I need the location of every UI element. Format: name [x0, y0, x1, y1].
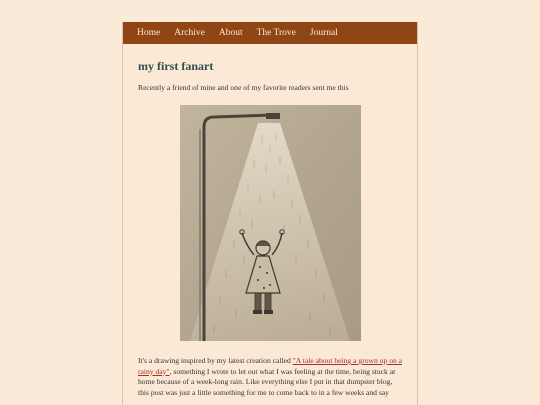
post-title: my first fanart [138, 59, 214, 73]
post-image [180, 105, 361, 341]
post-body-before-link: It's a drawing inspired by my latest creation called [138, 356, 293, 365]
page-container [122, 22, 418, 405]
post-body-after-link: , something I wrote to let out what I was feeling at the time, being stuck at home because of a week-long rain. Like everything else I put in that dumpster blog, this post was just a little something for me to come back to in a few weeks and say [138, 366, 396, 397]
nav-journal[interactable]: Journal [309, 28, 338, 38]
nav-about[interactable]: About [218, 28, 243, 38]
post-body [138, 356, 404, 398]
top-nav [123, 22, 417, 44]
nav-archive[interactable]: Archive [174, 28, 205, 38]
rain-girl-drawing [180, 105, 361, 341]
post-intro: Recently a friend of mine and one of my favorite readers sent me this [138, 83, 349, 92]
nav-home[interactable]: Home [137, 28, 161, 38]
nav-the-trove[interactable]: The Trove [256, 28, 296, 38]
story-link[interactable]: "A tale about being a grown up on a rainy day" [138, 356, 403, 376]
